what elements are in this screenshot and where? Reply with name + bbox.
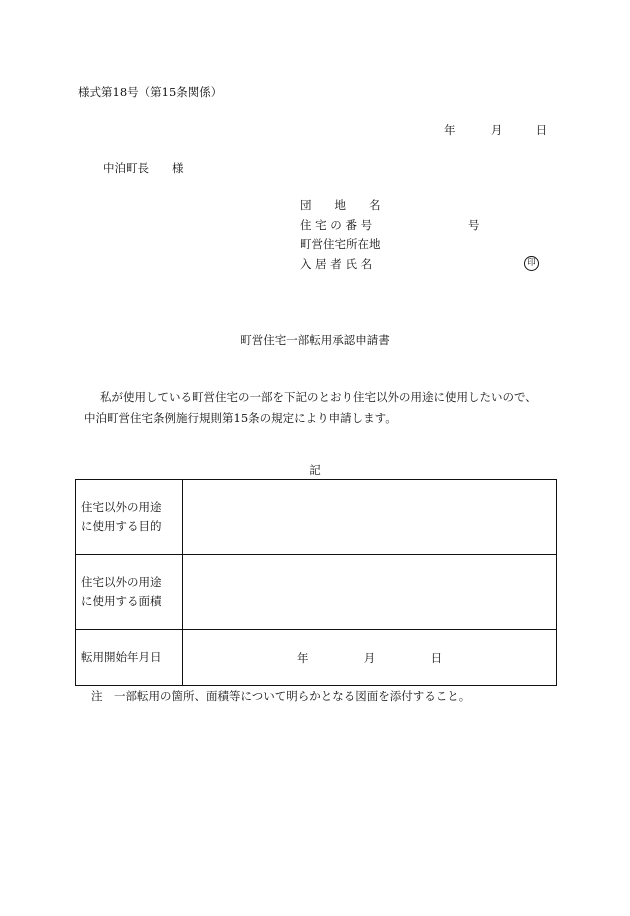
start-date-label: 転用開始年月日 [76, 630, 183, 686]
date-month-label: 月 [490, 123, 503, 137]
start-date-value [183, 630, 557, 686]
housing-number-label: 住 宅 の 番 号 [300, 217, 373, 232]
table-row-start-date [76, 630, 557, 686]
footnote: 注 一部転用の箇所、面積等について明らかとなる図面を添付すること。 [91, 689, 471, 703]
housing-number-suffix: 号 [468, 217, 480, 232]
housing-address-label: 町営住宅所在地 [300, 237, 381, 251]
date-year-label: 年 [444, 123, 456, 137]
table-row-area [76, 555, 557, 630]
purpose-label-line-2: に使用する目的 [81, 519, 162, 533]
applicant-row-resident [300, 256, 560, 276]
date-day-label: 日 [535, 123, 548, 137]
seal-mark-icon: 印 [524, 256, 539, 271]
form-number: 様式第18号（第15条関係） [78, 85, 223, 99]
start-date-month: 月 [363, 650, 376, 665]
area-label-line-2: に使用する面積 [81, 594, 162, 608]
area-label [76, 555, 183, 630]
start-date-year: 年 [296, 650, 309, 665]
purpose-label-line-1: 住宅以外の用途 [81, 500, 162, 514]
resident-name-label: 入 居 者 氏 名 [300, 256, 373, 271]
applicant-row-number [300, 217, 560, 237]
ki-heading: 記 [309, 463, 321, 477]
start-date-day: 日 [430, 650, 443, 665]
document-title: 町営住宅一部転用承認申請書 [240, 333, 390, 347]
detail-table [75, 479, 557, 686]
applicant-block [300, 197, 560, 275]
body-line-1: 私が使用している町営住宅の一部を下記のとおり住宅以外の用途に使用したいので、 [100, 390, 537, 404]
danchi-name-label: 団 地 名 [300, 198, 381, 212]
application-date [444, 122, 547, 138]
body-line-2: 中泊町営住宅条例施行規則第15条の規定により申請します。 [84, 411, 397, 425]
area-label-line-1: 住宅以外の用途 [81, 575, 162, 589]
applicant-row-address [300, 236, 560, 256]
purpose-label [76, 480, 183, 555]
area-value [183, 555, 557, 630]
purpose-value [183, 480, 557, 555]
table-row-purpose [76, 480, 557, 555]
body-paragraph [84, 387, 537, 429]
applicant-row-danchi [300, 197, 560, 217]
addressee: 中泊町長 様 [103, 161, 184, 175]
